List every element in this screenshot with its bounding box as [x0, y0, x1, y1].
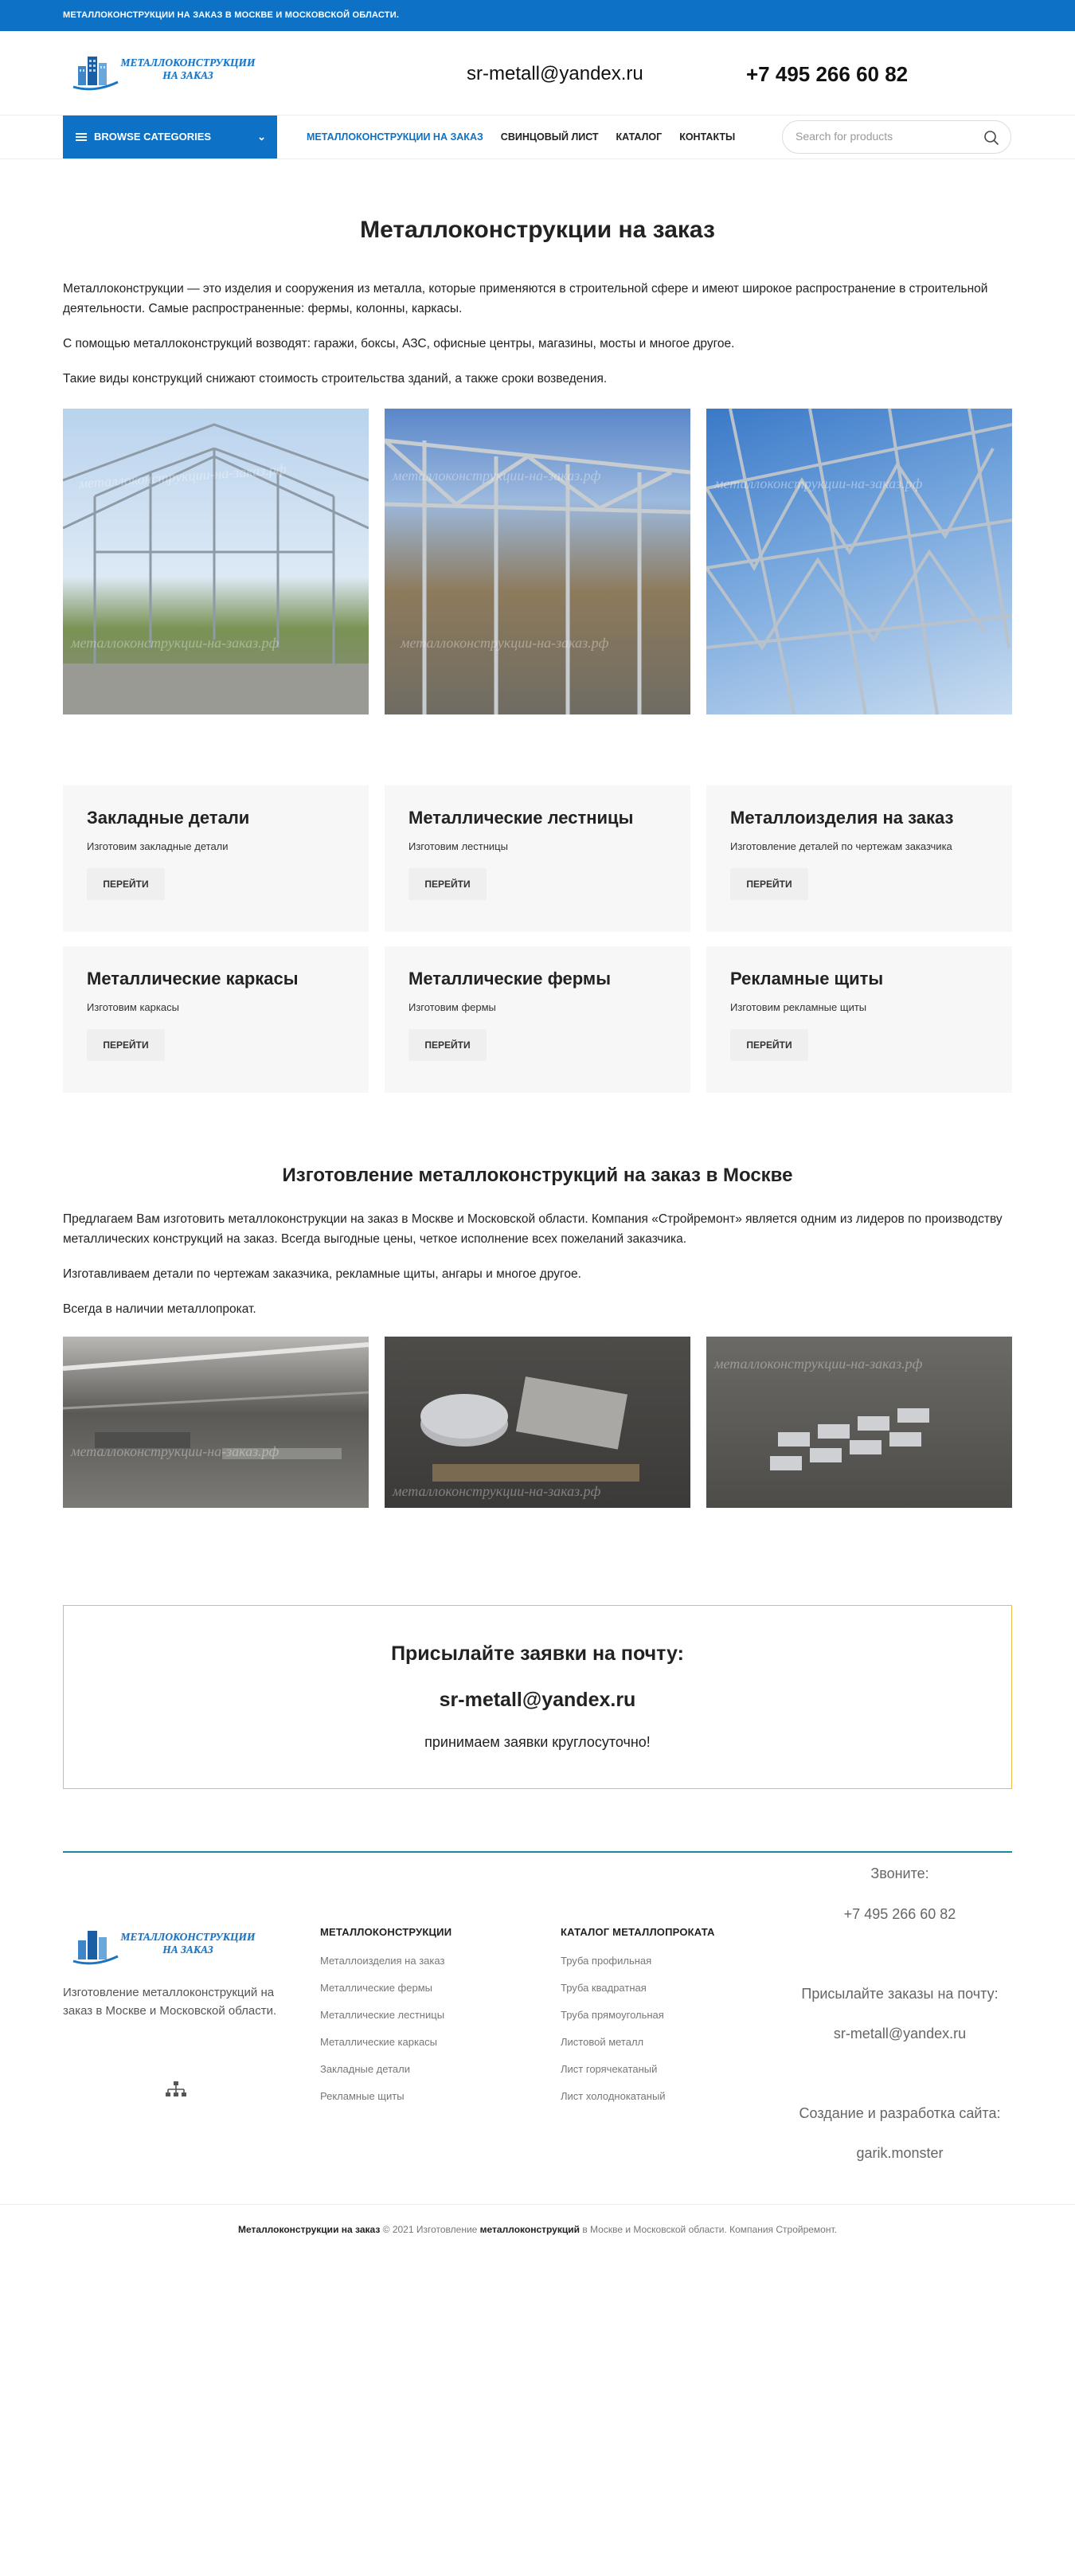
service-card-stairs[interactable]: [385, 785, 690, 932]
card-subtitle: Изготовим лестницы: [408, 840, 508, 852]
menu-icon: [76, 133, 87, 141]
footer-logo[interactable]: [70, 1923, 255, 1971]
intro-paragraph-1: Металлоконструкции — это изделия и сооружения из металла, которые применяются в строительной сфере и имеют широкое распространение в строительной деятельности. Самые распространенные: фермы, колонны, каркасы.: [63, 282, 988, 315]
footer-link[interactable]: Труба квадратная: [561, 1982, 647, 1994]
logo-text: МЕТАЛЛОКОНСТРУКЦИИ НА ЗАКАЗ: [120, 57, 256, 81]
footer-link[interactable]: Металлические лестницы: [320, 2009, 445, 2021]
footer-dev-label: Создание и разработка сайта:: [799, 2105, 1001, 2121]
moscow-paragraph-3: Всегда в наличии металлопрокат.: [63, 1302, 256, 1316]
copyright-bar: Металлоконструкции на заказ © 2021 Изготовление металлоконструкций в Москве и Московской области. Компания Стройремонт.: [238, 2224, 837, 2235]
watermark-text: металлоконструкции-на-заказ.рф: [77, 460, 287, 491]
footer-link[interactable]: Металлоизделия на заказ: [320, 1955, 445, 1967]
intro-title: Металлоконструкции на заказ: [360, 217, 715, 243]
steel-hangar-image: [385, 409, 690, 714]
watermark-text: металлоконструкции-на-заказ.рф: [714, 1356, 923, 1372]
card-go-button[interactable]: ПЕРЕЙТИ: [408, 868, 487, 900]
sitemap-icon[interactable]: [165, 2081, 187, 2100]
workshop-floor-image: [63, 1337, 369, 1508]
gallery-image-frame-3[interactable]: [706, 409, 1012, 714]
footer-link[interactable]: Рекламные щиты: [320, 2090, 405, 2102]
footer-mail-label: Присылайте заказы на почту:: [801, 1986, 999, 2002]
intro-text: [63, 279, 1012, 389]
card-title: Металлические фермы: [408, 969, 611, 989]
moscow-paragraph-2: Изготавливаем детали по чертежам заказчика, рекламные щиты, ангары и многое другое.: [63, 1267, 581, 1281]
card-subtitle: Изготовим закладные детали: [87, 840, 229, 852]
gallery-image-frame-1[interactable]: [63, 409, 369, 714]
service-card-embedded-parts[interactable]: [63, 785, 369, 932]
watermark-text: металлоконструкции-на-заказ.рф: [71, 635, 280, 651]
truss-sky-image: [706, 409, 1012, 714]
footer-column-catalog: [561, 1926, 776, 2110]
card-go-button[interactable]: ПЕРЕЙТИ: [87, 1029, 165, 1061]
logo-text: МЕТАЛЛОКОНСТРУКЦИИ НА ЗАКАЗ: [120, 1931, 256, 1955]
nav-link-contacts[interactable]: КОНТАКТЫ: [679, 131, 736, 143]
watermark-text: металлоконструкции-на-заказ.рф: [393, 468, 601, 483]
intro-paragraph-3: Такие виды конструкций снижают стоимость строительства зданий, а также сроки возведения.: [63, 372, 608, 386]
workshop-image-frame-3[interactable]: [706, 1337, 1012, 1508]
card-subtitle: Изготовление деталей по чертежам заказчика: [730, 840, 952, 852]
search-icon[interactable]: [983, 130, 999, 146]
card-title: Металлические каркасы: [87, 969, 299, 989]
site-header: [0, 31, 1075, 115]
footer-column-structures: [320, 1926, 535, 2110]
header-email[interactable]: sr-metall@yandex.ru: [467, 63, 643, 84]
footer-link[interactable]: Лист холоднокатаный: [561, 2090, 666, 2102]
chevron-down-icon: ⌄: [257, 131, 266, 143]
main-navbar: [0, 115, 1075, 159]
footer-column-title: МЕТАЛЛОКОНСТРУКЦИИ: [320, 1926, 452, 1938]
steel-frame-image: [63, 409, 369, 714]
card-go-button[interactable]: ПЕРЕЙТИ: [730, 868, 808, 900]
card-subtitle: Изготовим рекламные щиты: [730, 1001, 867, 1013]
card-go-button[interactable]: ПЕРЕЙТИ: [87, 868, 165, 900]
service-card-custom-metalwork[interactable]: [706, 785, 1012, 932]
copyright-divider: [0, 2204, 1075, 2205]
moscow-text: [63, 1209, 1012, 1319]
nav-link-lead-sheet[interactable]: СВИНЦОВЫЙ ЛИСТ: [500, 131, 599, 143]
card-title: Металлоизделия на заказ: [730, 808, 954, 828]
footer-about: Изготовление металлоконструкций на заказ в Москве и Московской области.: [63, 1986, 277, 2018]
logo-buildings-icon: [70, 52, 119, 93]
watermark-text: металлоконструкции-на-заказ.рф: [71, 1443, 280, 1459]
service-card-frames[interactable]: [63, 946, 369, 1093]
footer-link[interactable]: Труба профильная: [561, 1955, 652, 1967]
nav-links: [307, 115, 735, 159]
browse-categories-button[interactable]: BROWSE CATEGORIES ⌄: [63, 115, 277, 159]
card-subtitle: Изготовим каркасы: [87, 1001, 179, 1013]
order-cta-box: [63, 1605, 1012, 1789]
footer-divider: [63, 1851, 1012, 1853]
footer-link[interactable]: Лист горячекатаный: [561, 2063, 658, 2075]
nav-link-metal-structures[interactable]: МЕТАЛЛОКОНСТРУКЦИИ НА ЗАКАЗ: [307, 131, 483, 143]
moscow-paragraph-1: Предлагаем Вам изготовить металлоконструкции на заказ в Москве и Московской области. Компания «Стройремонт» является одним из лидеров по производству металлических конструкций на заказ. Всегда выгодные цены, четкое исполнение всех пожеланий заказчика.: [63, 1212, 1003, 1246]
metal-plates-image: [706, 1337, 1012, 1508]
footer-link[interactable]: Металлические фермы: [320, 1982, 432, 1994]
search-input[interactable]: [796, 130, 971, 143]
watermark-text: металлоконструкции-на-заказ.рф: [714, 476, 923, 491]
metal-discs-image: [385, 1337, 690, 1508]
workshop-image-frame-2[interactable]: [385, 1337, 690, 1508]
footer-link[interactable]: Закладные детали: [320, 2063, 410, 2075]
footer-link[interactable]: Металлические каркасы: [320, 2036, 438, 2048]
top-announcement-bar: [0, 0, 1075, 31]
card-title: Металлические лестницы: [408, 808, 634, 828]
footer-phone[interactable]: +7 495 266 60 82: [843, 1906, 956, 1922]
footer-column-title: КАТАЛОГ МЕТАЛЛОПРОКАТА: [561, 1926, 715, 1938]
logo-buildings-icon: [70, 1926, 119, 1967]
copyright-site-link[interactable]: Металлоконструкции на заказ: [238, 2224, 381, 2235]
card-go-button[interactable]: ПЕРЕЙТИ: [408, 1029, 487, 1061]
service-card-trusses[interactable]: [385, 946, 690, 1093]
intro-paragraph-2: С помощью металлоконструкций возводят: гаражи, боксы, АЗС, офисные центры, магазины, мосты и многое другое.: [63, 337, 735, 350]
workshop-image-frame-1[interactable]: [63, 1337, 369, 1508]
watermark-text: металлоконструкции-на-заказ.рф: [401, 635, 609, 651]
footer-call-label: Звоните:: [870, 1865, 929, 1881]
card-go-button[interactable]: ПЕРЕЙТИ: [730, 1029, 808, 1061]
nav-link-catalog[interactable]: КАТАЛОГ: [616, 131, 663, 143]
footer-dev-link[interactable]: garik.monster: [856, 2145, 944, 2161]
cta-email[interactable]: sr-metall@yandex.ru: [439, 1689, 636, 1711]
footer-email[interactable]: sr-metall@yandex.ru: [833, 2026, 967, 2042]
moscow-section-title: Изготовление металлоконструкций на заказ в Москве: [282, 1165, 793, 1186]
cta-note: принимаем заявки круглосуточно!: [424, 1734, 651, 1750]
search-box: [782, 120, 1011, 154]
service-card-billboards[interactable]: [706, 946, 1012, 1093]
footer-link[interactable]: Труба прямоугольная: [561, 2009, 664, 2021]
site-logo[interactable]: [70, 49, 255, 96]
gallery-image-frame-2[interactable]: [385, 409, 690, 714]
header-phone[interactable]: +7 495 266 60 82: [746, 62, 909, 86]
cta-title: Присылайте заявки на почту:: [391, 1642, 684, 1665]
footer-link[interactable]: Листовой металл: [561, 2036, 644, 2048]
watermark-text: металлоконструкции-на-заказ.рф: [393, 1483, 601, 1499]
card-subtitle: Изготовим фермы: [408, 1001, 496, 1013]
card-title: Закладные детали: [87, 808, 250, 828]
card-title: Рекламные щиты: [730, 969, 884, 989]
announcement-text: МЕТАЛЛОКОНСТРУКЦИИ НА ЗАКАЗ В МОСКВЕ И МОСКОВСКОЙ ОБЛАСТИ.: [63, 10, 400, 20]
